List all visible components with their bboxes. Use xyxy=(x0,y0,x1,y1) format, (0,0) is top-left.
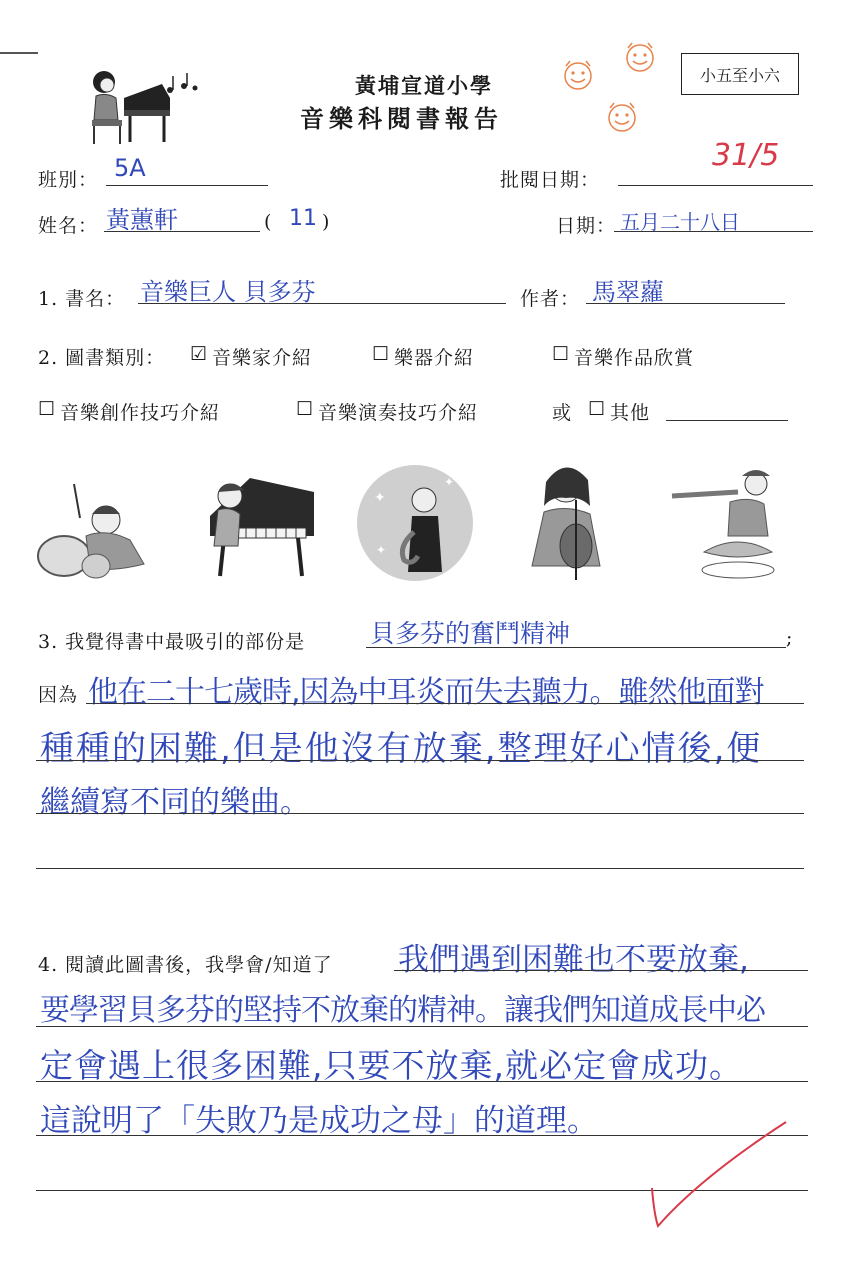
name-value: 黃蕙軒 xyxy=(106,206,178,234)
ruled-line xyxy=(36,1081,808,1082)
cellist-icon xyxy=(520,456,620,582)
ruled-line xyxy=(36,813,804,814)
option-composition-checkbox[interactable]: ☐ xyxy=(38,398,57,420)
svg-text:✦: ✦ xyxy=(374,490,386,506)
ruled-line xyxy=(36,1026,808,1027)
smiley-stamp-icon xyxy=(604,100,640,134)
ruled-line xyxy=(36,868,804,869)
student-no-value: 11 xyxy=(289,206,317,231)
option-appreciation-checkbox[interactable]: ☐ xyxy=(552,343,571,365)
grade-badge: 小五至小六 xyxy=(681,53,799,95)
date-label: 日期： xyxy=(556,215,617,237)
option-appreciation-label: 音樂作品欣賞 xyxy=(574,347,695,369)
q3-label: 3. 我覺得書中最吸引的部份是 xyxy=(38,631,306,653)
q4-line-2: 要學習貝多芬的堅持不放棄的精神。讓我們知道成長中必 xyxy=(40,993,765,1028)
q2-label: 2. 圖書類別： xyxy=(38,347,166,369)
conductor-drummer-icon xyxy=(34,478,154,588)
review-date-label: 批閱日期： xyxy=(500,169,601,191)
q1-label: 1. 書名： xyxy=(38,288,126,310)
author-underline xyxy=(586,303,785,304)
date-underline xyxy=(614,231,813,232)
book-title-value: 音樂巨人 貝多芬 xyxy=(140,278,316,306)
option-performance-checkbox[interactable]: ☐ xyxy=(296,398,315,420)
book-title-underline xyxy=(138,303,506,304)
option-instrument-label: 樂器介紹 xyxy=(394,347,475,369)
class-underline xyxy=(106,185,268,186)
ruled-line xyxy=(36,760,804,761)
review-date-mark: 31/5 xyxy=(712,138,780,173)
q3-answer: 貝多芬的奮鬥精神 xyxy=(370,619,571,648)
pianist-icon xyxy=(190,466,320,584)
ruled-line xyxy=(394,970,808,971)
red-tick-icon xyxy=(640,1118,790,1234)
smiley-stamp-icon xyxy=(622,40,658,74)
q4-line-1: 我們遇到困難也不要放棄, xyxy=(398,942,749,978)
music-notes-icon xyxy=(162,70,202,100)
author-value: 馬翠蘿 xyxy=(592,278,664,306)
q4-line-3: 定會遇上很多困難,只要不放棄,就必定會成功。 xyxy=(40,1046,743,1085)
svg-text:✦: ✦ xyxy=(376,543,387,557)
scan-edge-mark xyxy=(0,52,38,54)
saxophonist-icon xyxy=(354,462,476,584)
student-no-open: ( xyxy=(264,211,273,233)
report-title: 音樂科閱書報告 xyxy=(300,104,503,133)
ruled-line xyxy=(86,703,804,704)
review-date-underline xyxy=(618,185,813,186)
option-musician-label: 音樂家介紹 xyxy=(212,347,313,369)
option-performance-label: 音樂演奏技巧介紹 xyxy=(318,402,479,424)
svg-text:✦: ✦ xyxy=(444,475,455,489)
because-label: 因為 xyxy=(38,684,79,706)
q4-line-4: 這說明了「失敗乃是成功之母」的道理。 xyxy=(40,1103,598,1139)
option-other-checkbox[interactable]: ☐ xyxy=(588,398,607,420)
q3-line-2: 種種的困難,但是他沒有放棄,整理好心情後,便 xyxy=(40,729,763,769)
option-composition-label: 音樂創作技巧介紹 xyxy=(60,402,221,424)
q4-label: 4. 閱讀此圖書後，我學會/知道了 xyxy=(38,954,333,976)
q3-answer-underline xyxy=(366,647,786,648)
option-other-label: 其他 xyxy=(610,402,651,424)
name-label: 姓名： xyxy=(38,215,99,237)
flutist-icon xyxy=(668,462,780,582)
student-no-close: ) xyxy=(322,211,331,233)
school-name: 黃埔宣道小學 xyxy=(355,73,493,98)
option-instrument-checkbox[interactable]: ☐ xyxy=(372,343,391,365)
smiley-stamp-icon xyxy=(560,58,596,92)
q3-line-3: 繼續寫不同的樂曲。 xyxy=(40,785,310,820)
class-value: 5A xyxy=(114,154,146,182)
or-label: 或 xyxy=(552,402,573,424)
class-label: 班別： xyxy=(38,169,99,191)
name-underline xyxy=(104,231,260,232)
author-label: 作者： xyxy=(520,288,581,310)
q3-end-mark: ; xyxy=(786,627,794,649)
option-musician-checkbox[interactable]: ☑ xyxy=(190,343,209,365)
q3-line-1: 他在二十七歲時,因為中耳炎而失去聽力。雖然他面對 xyxy=(88,675,764,710)
other-underline xyxy=(666,420,788,421)
date-value: 五月二十八日 xyxy=(620,210,740,234)
